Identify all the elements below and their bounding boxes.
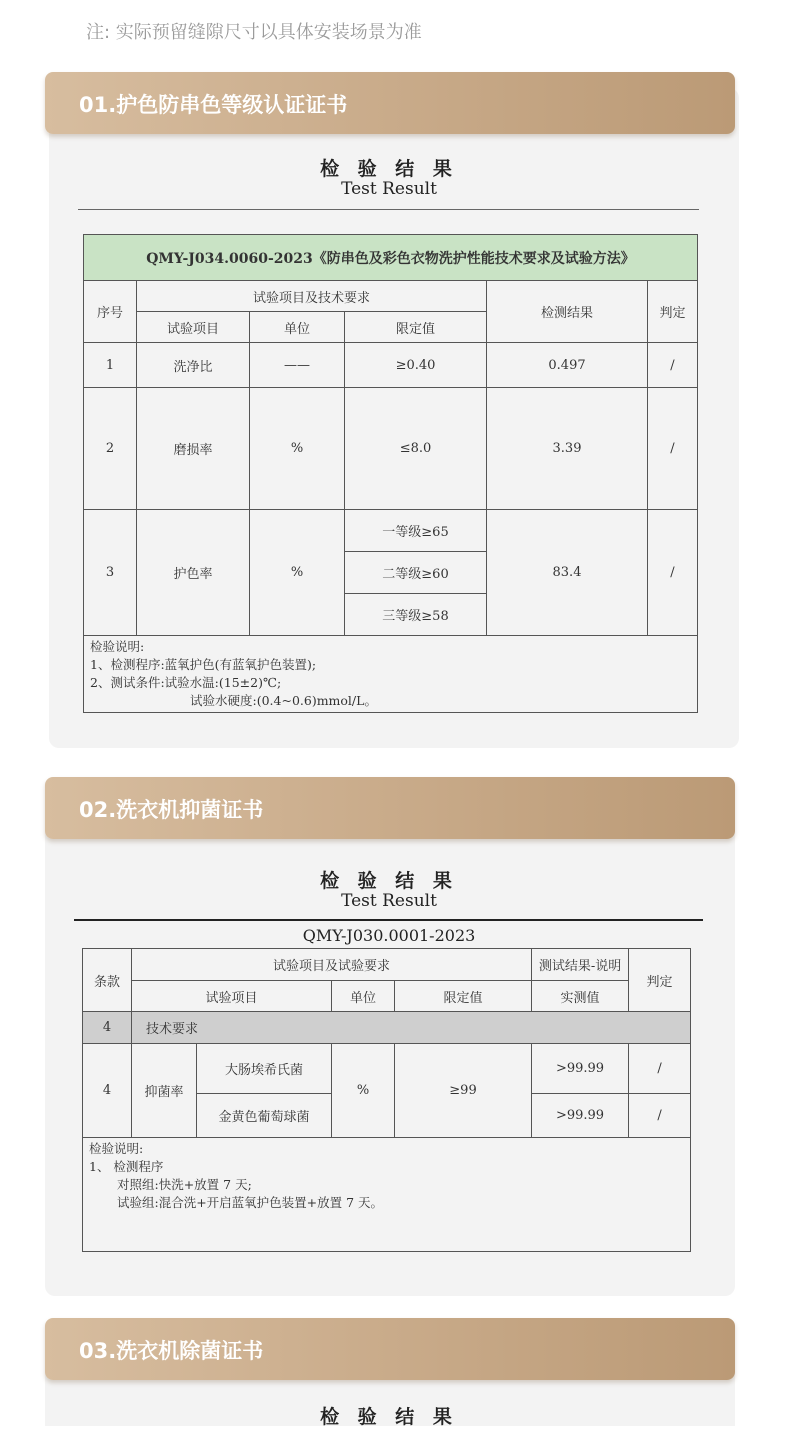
note-line: 1、检测程序:蓝氧护色(有蓝氧护色装置); [90, 657, 317, 672]
row-result: 3.39 [487, 388, 648, 510]
note-line: 试验组:混合洗+开启蓝氧护色装置+放置 7 天。 [117, 1195, 384, 1210]
row-limit-grade2: 二等级≥60 [345, 552, 487, 594]
header-judge: 判定 [629, 949, 691, 1012]
row-unit: % [332, 1044, 395, 1138]
header-judge: 判定 [648, 281, 698, 343]
row-no: 3 [84, 510, 137, 636]
section2-divider [74, 919, 703, 921]
row-limit-grade3: 三等级≥58 [345, 594, 487, 636]
row-unit: —— [250, 343, 345, 388]
header-result-group: 测试结果-说明 [532, 949, 629, 981]
note-line: 2、测试条件:试验水温:(15±2)℃; [90, 675, 282, 690]
section3-report [74, 1400, 704, 1426]
installation-note: 注: 实际预留缝隙尺寸以具体安装场景为准 [86, 22, 422, 43]
header-group: 试验项目及技术要求 [137, 281, 487, 312]
row-limit: ≤8.0 [345, 388, 487, 510]
note-line: 1、 检测程序 [89, 1159, 164, 1174]
header-limit: 限定值 [345, 312, 487, 343]
table-row [83, 1044, 691, 1094]
row-value: >99.99 [532, 1044, 629, 1094]
section1-head-en: Test Result [341, 179, 437, 199]
section1-banner [45, 72, 735, 134]
section1-result-table [83, 234, 698, 713]
header-item: 试验项目 [137, 312, 250, 343]
row-item: 洗净比 [137, 343, 250, 388]
row-unit: % [250, 388, 345, 510]
section2-notes [83, 1138, 691, 1252]
row-clause: 4 [83, 1044, 132, 1138]
section2-banner-title: 02.洗衣机抑菌证书 [79, 798, 264, 822]
row-value: >99.99 [532, 1094, 629, 1138]
row-no: 2 [84, 388, 137, 510]
note-line: 检验说明: [90, 639, 145, 654]
note-line: 检验说明: [89, 1141, 144, 1156]
header-clause: 条款 [83, 949, 132, 1012]
table-row [84, 510, 698, 552]
header-measured: 实测值 [532, 981, 629, 1012]
row-bacteria: 金黄色葡萄球菌 [197, 1094, 332, 1138]
note-line: 试验水硬度:(0.4~0.6)mmol/L。 [190, 693, 377, 708]
row-limit: ≥99 [395, 1044, 532, 1138]
row-limit-grade1: 一等级≥65 [345, 510, 487, 552]
section3-banner-title: 03.洗衣机除菌证书 [79, 1339, 264, 1363]
header-no: 序号 [84, 281, 137, 343]
header-group: 试验项目及试验要求 [132, 949, 532, 981]
section2-head-cn: 检 验 结 果 [320, 870, 458, 892]
section2-report [74, 862, 704, 945]
row-judge: / [629, 1044, 691, 1094]
row-judge: / [648, 510, 698, 636]
table-row [84, 388, 698, 510]
row-result: 0.497 [487, 343, 648, 388]
row-unit: % [250, 510, 345, 636]
section1-banner-title: 01.护色防串色等级认证证书 [79, 93, 348, 117]
row-judge: / [629, 1094, 691, 1138]
header-item: 试验项目 [132, 981, 332, 1012]
header-unit: 单位 [332, 981, 395, 1012]
row-item: 护色率 [137, 510, 250, 636]
row-item: 磨损率 [137, 388, 250, 510]
row-judge: / [648, 388, 698, 510]
section3-banner [45, 1318, 735, 1380]
section2-result-table [82, 948, 691, 1252]
tech-row-clause: 4 [83, 1012, 132, 1044]
row-limit: ≥0.40 [345, 343, 487, 388]
table-row [84, 343, 698, 388]
section2-standard: QMY-J030.0001-2023 [302, 926, 476, 945]
row-item: 抑菌率 [132, 1044, 197, 1138]
header-unit: 单位 [250, 312, 345, 343]
section2-head-en: Test Result [341, 891, 437, 911]
header-limit: 限定值 [395, 981, 532, 1012]
row-judge: / [648, 343, 698, 388]
row-result: 83.4 [487, 510, 648, 636]
tech-requirement-row [83, 1012, 691, 1044]
note-line: 对照组:快洗+放置 7 天; [117, 1177, 252, 1192]
section2-banner [45, 777, 735, 839]
row-bacteria: 大肠埃希氏菌 [197, 1044, 332, 1094]
section1-divider [78, 209, 699, 210]
section1-notes [84, 636, 698, 713]
section1-head-cn: 检 验 结 果 [320, 158, 458, 180]
section1-standard-title: QMY-J034.0060-2023《防串色及彩色衣物洗护性能技术要求及试验方法》 [84, 235, 698, 281]
tech-row-label: 技术要求 [132, 1012, 691, 1044]
header-result: 检测结果 [487, 281, 648, 343]
section3-head-cn: 检 验 结 果 [320, 1406, 458, 1428]
row-no: 1 [84, 343, 137, 388]
